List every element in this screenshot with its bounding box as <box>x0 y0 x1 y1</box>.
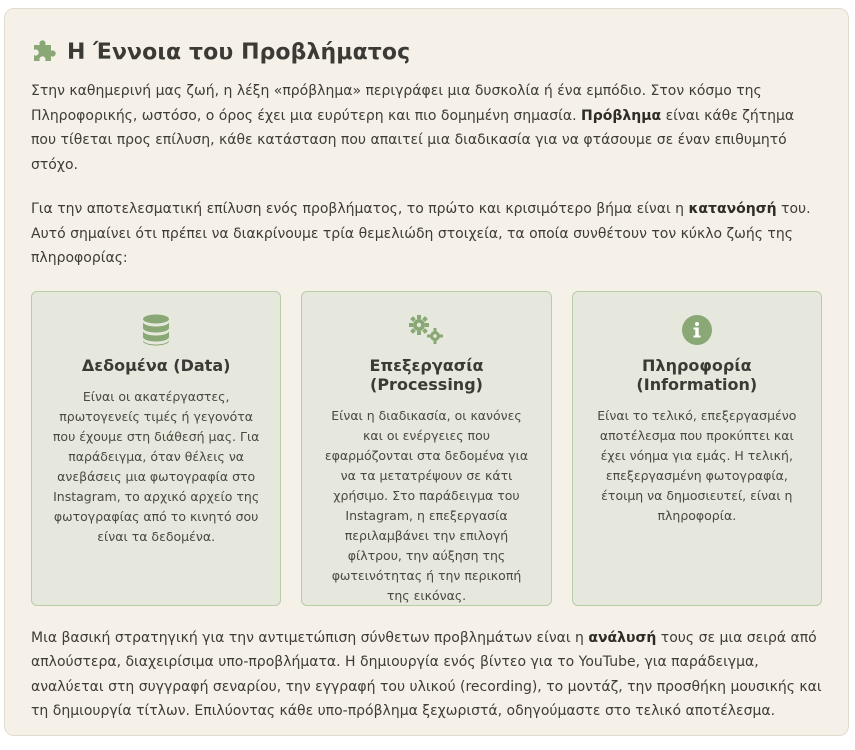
intro-paragraph-1: Στην καθημερινή μας ζωή, η λέξη «πρόβλημα» περιγράφει μια δυσκολία ή ένα εμπόδιο. Στον κόσμο της Πληροφορικής, ωστόσο, ο όρος έχει μια ευρύτερη και πιο δομημένη σημασία. Πρόβλημα είναι κάθε ζήτημα που τίθεται προς επίλυση, κάθε κατάσταση που απαιτεί μια διαδικασία για να φτάσουμε σε έναν επιθυμητό στόχο. <box>31 83 795 173</box>
concept-tiles <box>31 291 822 606</box>
tile-text: Είναι η διαδικασία, οι κανόνες και οι ενέργειες που εφαρμόζονται στα δεδομένα για να τα μετατρέψουν σε κάτι χρήσιμο. Στο παράδειγμα του Instagram, η επεξεργασία περιλαμβάνει την επιλογή φίλτρου, την αύξηση της φωτεινότητας ή την περικοπή της εικόνας. <box>324 407 529 603</box>
tile-title: Επεξεργασία (Processing) <box>369 355 484 394</box>
info-icon <box>591 312 803 348</box>
tile-processing <box>301 291 551 606</box>
keyword-understanding: κατανόησή <box>688 201 777 217</box>
tile-title: Δεδομένα (Data) <box>81 355 231 375</box>
tile-title: Πληροφορία (Information) <box>636 355 758 394</box>
section-title: Η Έννοια του Προβλήματος <box>67 39 411 65</box>
concept-card <box>4 8 849 736</box>
keyword-analysis: ανάλυσή <box>588 629 657 646</box>
tile-data <box>31 291 281 606</box>
outro-paragraph: Μια βασική στρατηγική για την αντιμετώπιση σύνθετων προβλημάτων είναι η ανάλυσή τους σε μια σειρά από απλούστερα, διαχειρίσιμα υπο-προβλήματα. Η δημιουργία ενός βίντεο για το YouTube, για παράδειγμα, αναλύεται στη συγγραφή σεναρίου, την εγγραφή του υλικού (recording), το μοντάζ, την προσθήκη μουσικής και τη δημιουργία τίτλων. Επιλύοντας κάθε υπο-πρόβλημα ξεχωριστά, οδηγούμαστε στο τελικό αποτέλεσμα. <box>31 629 822 719</box>
puzzle-icon <box>31 37 57 67</box>
keyword-problem: Πρόβλημα <box>581 107 662 124</box>
tile-information <box>572 291 822 606</box>
intro-paragraph-2: Για την αποτελεσματική επίλυση ενός προβλήματος, το πρώτο και κρισιμότερο βήμα είναι η κατανόησή του. Αυτό σημαίνει ότι πρέπει να διακρίνουμε τρία θεμελιώδη στοιχεία, τα οποία συνθέτουν τον κύκλο ζωής της πληροφορίας: <box>31 201 811 266</box>
database-icon <box>50 312 262 348</box>
section-header <box>31 35 822 69</box>
tile-text: Είναι το τελικό, επεξεργασμένο αποτέλεσμα που προκύπτει και έχει νόημα για εμάς. Η τελική, επεξεργασμένη φωτογραφία, έτοιμη να δημοσιευτεί, είναι η πληροφορία. <box>597 407 797 523</box>
gears-icon <box>320 312 532 348</box>
tile-text: Είναι οι ακατέργαστες, πρωτογενείς τιμές ή γεγονότα που έχουμε στη διάθεσή μας. Για παράδειγμα, όταν θέλεις να ανεβάσεις μια φωτογραφία στο Instagram, το αρχικό αρχείο της φωτογραφίας από το κινητό σου είναι τα δεδομένα. <box>52 388 260 544</box>
